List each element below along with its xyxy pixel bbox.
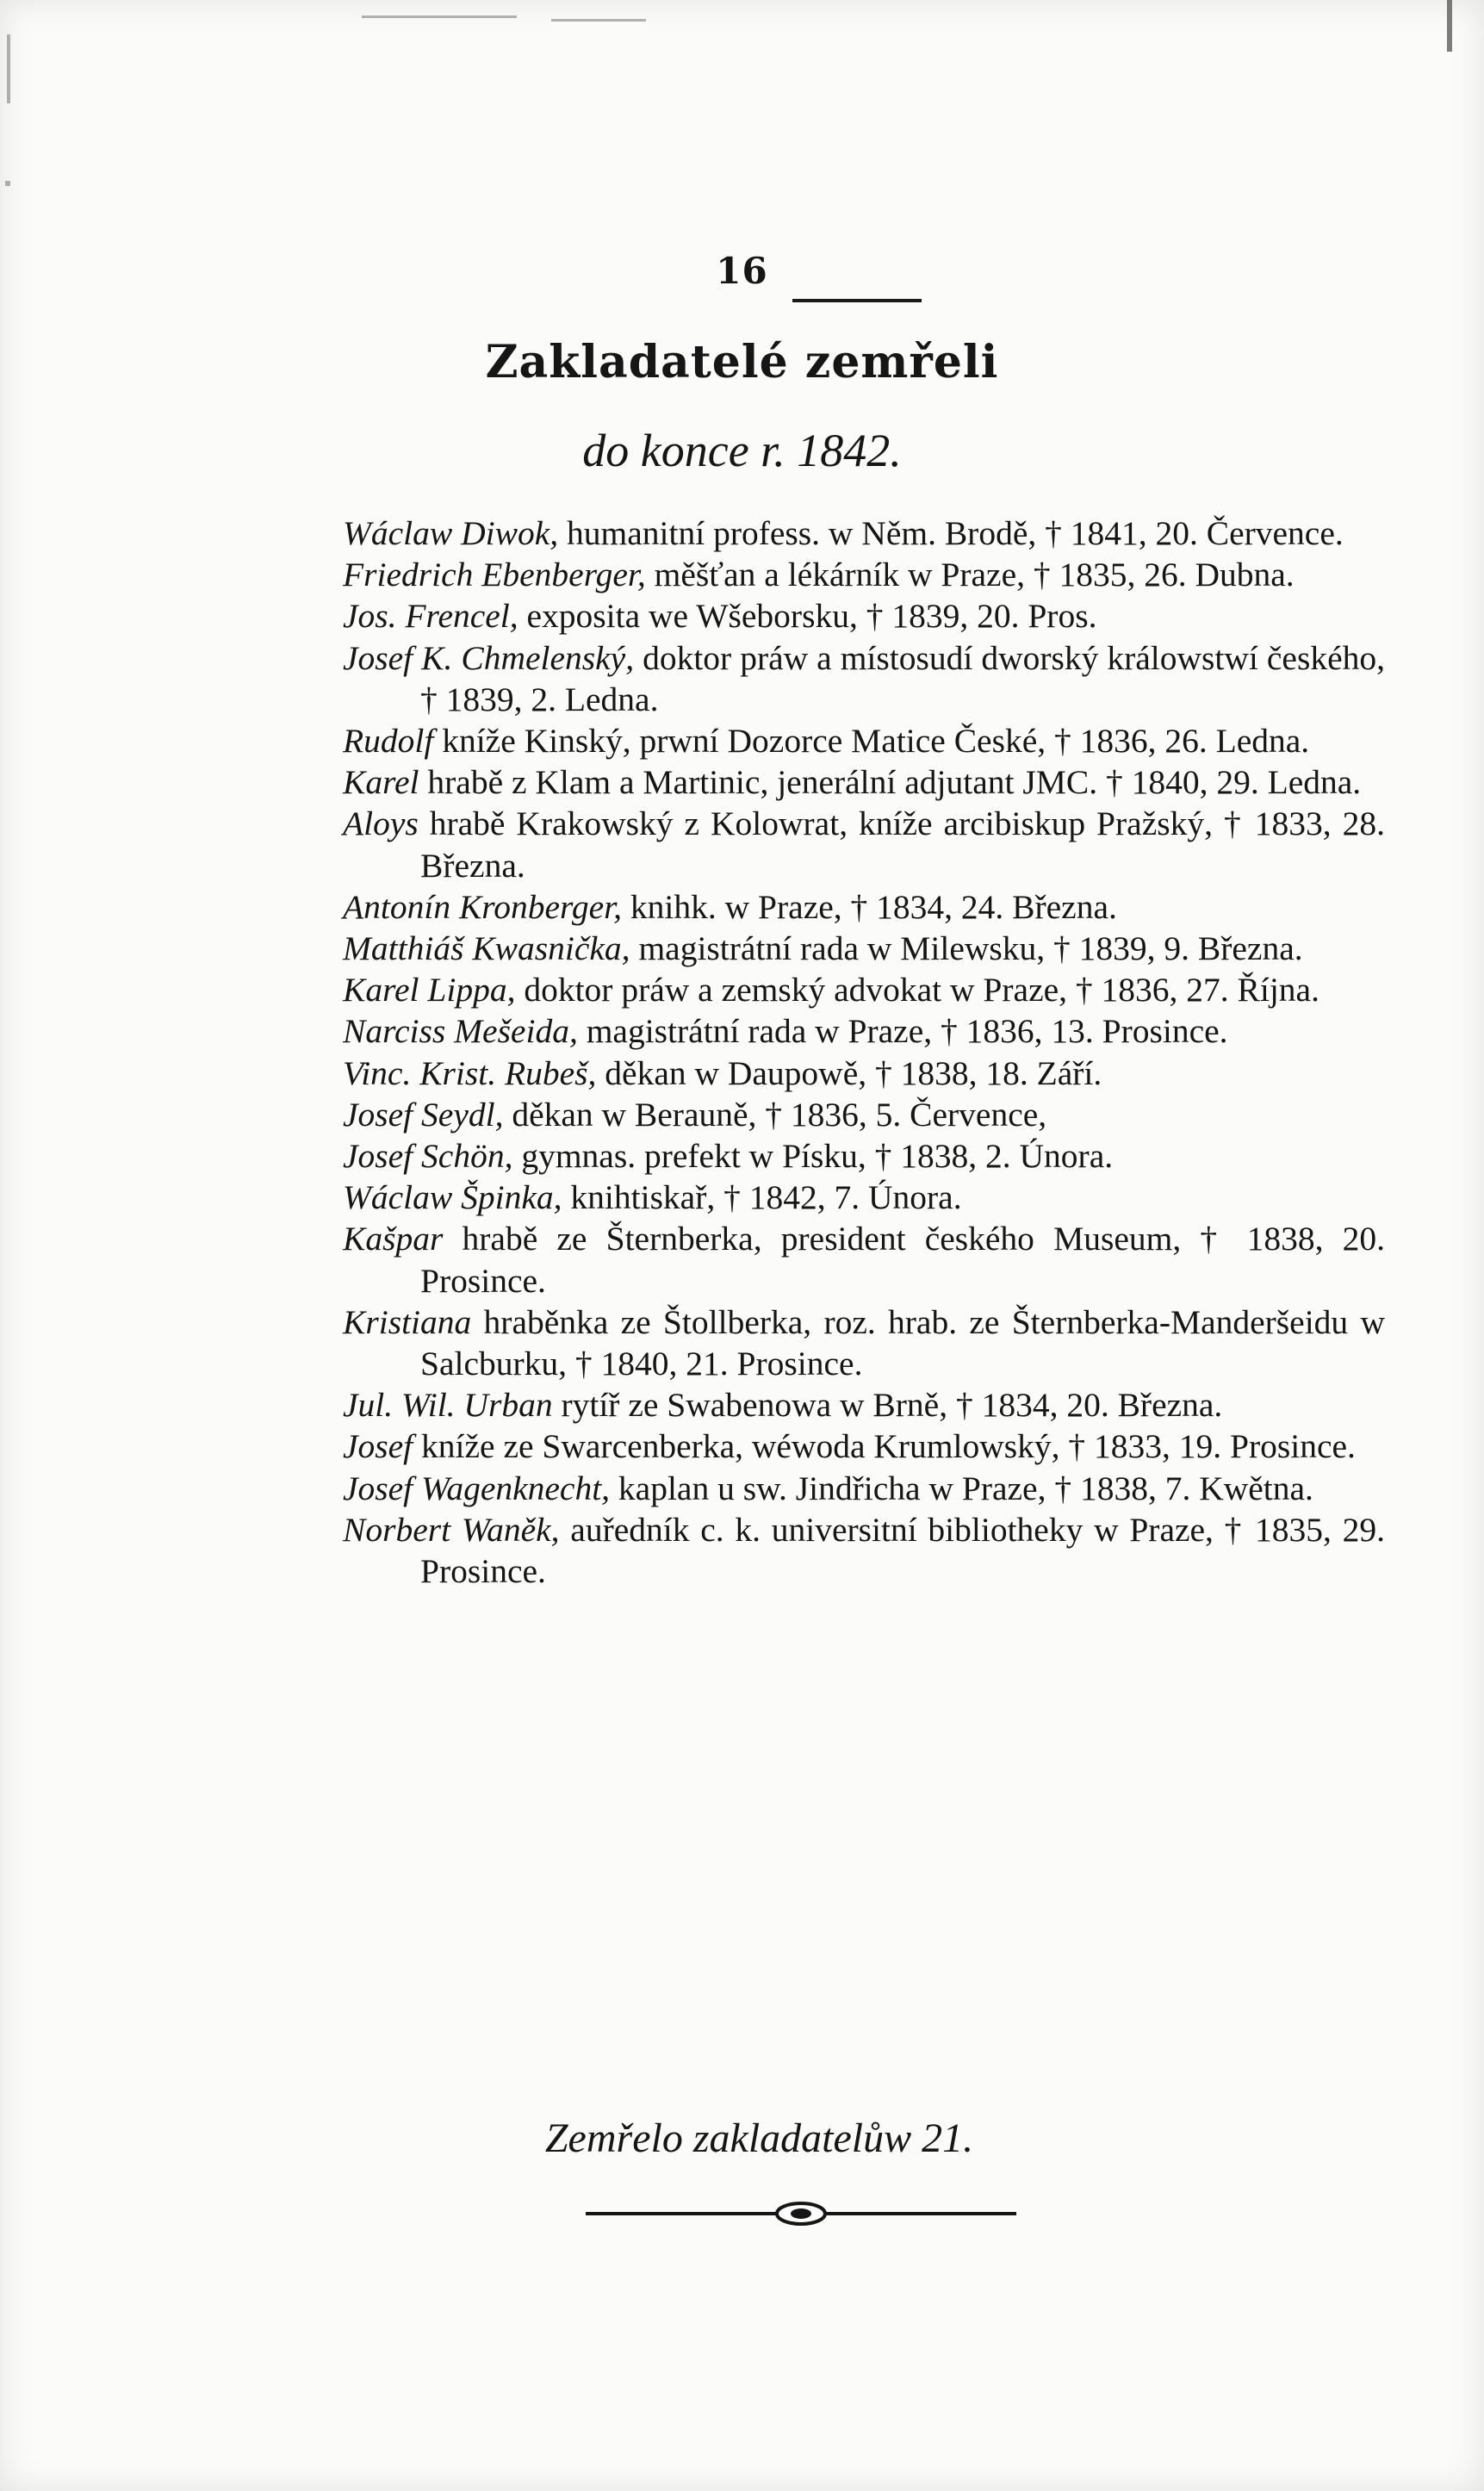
entries-list	[343, 512, 1385, 1592]
list-item	[343, 803, 1385, 885]
entry-text: rytíř ze Swabenowa w Brně, † 1834, 20. Března.	[552, 1386, 1223, 1425]
entry-name: Wáclaw Špinka,	[343, 1178, 562, 1217]
scan-artifact	[362, 16, 517, 18]
entry-text: magistrátní rada w Milewsku, † 1839, 9. Března.	[630, 929, 1303, 968]
entry-name: Narciss Mešeida,	[343, 1012, 578, 1051]
entry-text: hraběnka ze Štollberka, roz. hrab. ze Šternberka-Manderšeidu w Salcburku, † 1840, 21. Prosince.	[420, 1302, 1385, 1383]
entry-name: Jos. Frencel,	[343, 597, 518, 636]
list-item	[343, 637, 1385, 720]
list-item	[343, 720, 1385, 761]
entry-name: Aloys	[343, 804, 419, 843]
entry-text: knihtiskař, † 1842, 7. Února.	[562, 1178, 962, 1217]
entry-text: hrabě ze Šternberka, president českého Museum, † 1838, 20. Prosince.	[420, 1220, 1385, 1300]
entry-text: humanitní profess. w Něm. Brodě, † 1841, 20. Července.	[558, 514, 1344, 552]
scan-artifact	[1447, 0, 1452, 52]
entry-name: Friedrich Ebenberger,	[343, 556, 646, 594]
entry-text: kníže Kinský, prwní Dozorce Matice České, † 1836, 26. Ledna.	[433, 722, 1310, 761]
list-item	[343, 761, 1385, 803]
entry-text: magistrátní rada w Praze, † 1836, 13. Prosince.	[577, 1012, 1228, 1051]
entry-name: Matthiáš Kwasnička,	[343, 929, 630, 968]
entry-name: Kristiana	[343, 1302, 472, 1341]
entry-text: kníže ze Swarcenberka, wéwoda Krumlowský, † 1833, 19. Prosince.	[413, 1427, 1356, 1466]
entry-name: Vinc. Krist. Rubeš,	[343, 1053, 597, 1092]
entry-name: Josef Wagenknecht,	[343, 1469, 611, 1507]
scan-artifact	[7, 34, 10, 103]
list-item	[343, 595, 1385, 637]
entry-text: měšťan a lékárník w Praze, † 1835, 26. Dubna.	[645, 556, 1295, 594]
list-item	[343, 1509, 1385, 1592]
list-item	[343, 1468, 1385, 1509]
entry-text: hrabě z Klam a Martinic, jenerální adjutant JMC. † 1840, 29. Ledna.	[419, 763, 1362, 802]
entry-name: Kašpar	[343, 1220, 444, 1258]
list-item	[343, 1426, 1385, 1467]
list-item	[343, 1135, 1385, 1177]
page-subtitle: do konce r. 1842.	[582, 425, 902, 476]
entry-name: Jul. Wil. Urban	[343, 1386, 553, 1425]
page-number: 16	[716, 250, 768, 292]
entry-text: děkan w Daupowě, † 1838, 18. Září.	[596, 1053, 1102, 1092]
entry-name: Wáclaw Diwok,	[343, 514, 559, 552]
entry-name: Karel	[343, 763, 419, 802]
list-item	[343, 1094, 1385, 1135]
entry-text: doktor práw a místosudí dworský králowstwí českého, † 1839, 2. Ledna.	[420, 638, 1385, 718]
list-item	[343, 969, 1385, 1010]
scan-artifact	[5, 181, 10, 186]
entry-name: Josef	[343, 1427, 413, 1466]
entry-text: hrabě Krakowský z Kolowrat, kníže arcibiskup Pražský, † 1833, 28. Března.	[418, 804, 1385, 885]
list-item	[343, 1177, 1385, 1218]
entry-text: knihk. w Praze, † 1834, 24. Března.	[622, 887, 1117, 926]
entry-name: Josef Seydl,	[343, 1095, 504, 1134]
page-title: Zakladatelé zemřeli	[485, 336, 999, 388]
scan-artifact	[551, 19, 646, 22]
ornament-dot	[791, 2208, 811, 2219]
list-item	[343, 1384, 1385, 1426]
entry-text: auředník c. k. universitní bibliotheky w Praze, † 1835, 29. Prosince.	[420, 1510, 1385, 1591]
entry-text: gymnas. prefekt w Písku, † 1838, 2. Února.	[512, 1137, 1114, 1176]
entry-text: děkan w Berauně, † 1836, 5. Července,	[503, 1095, 1047, 1134]
founders-total: Zemřelo zakladatelůw 21.	[544, 2115, 974, 2161]
list-item	[343, 554, 1385, 595]
list-item	[343, 1010, 1385, 1052]
entry-name: Josef K. Chmelenský,	[343, 638, 635, 677]
entry-name: Karel Lippa,	[343, 971, 516, 1009]
entry-name: Antonín Kronberger,	[343, 887, 623, 926]
list-item	[343, 512, 1385, 554]
entry-name: Norbert Waněk,	[343, 1510, 560, 1549]
closing-ornament	[586, 2198, 1016, 2229]
page-number-rule	[792, 299, 922, 302]
list-item	[343, 928, 1385, 969]
entry-text: exposita we Wšeborsku, † 1839, 20. Pros.	[518, 597, 1097, 636]
list-item	[343, 886, 1385, 928]
entry-text: doktor práw a zemský advokat w Praze, † 1836, 27. Října.	[515, 971, 1319, 1009]
list-item	[343, 1301, 1385, 1384]
entry-text: kaplan u sw. Jindřicha w Praze, † 1838, 7. Kwětna.	[610, 1469, 1313, 1507]
entry-name: Josef Schön,	[343, 1137, 513, 1176]
list-item	[343, 1053, 1385, 1094]
list-item	[343, 1218, 1385, 1301]
entry-name: Rudolf	[343, 722, 434, 761]
